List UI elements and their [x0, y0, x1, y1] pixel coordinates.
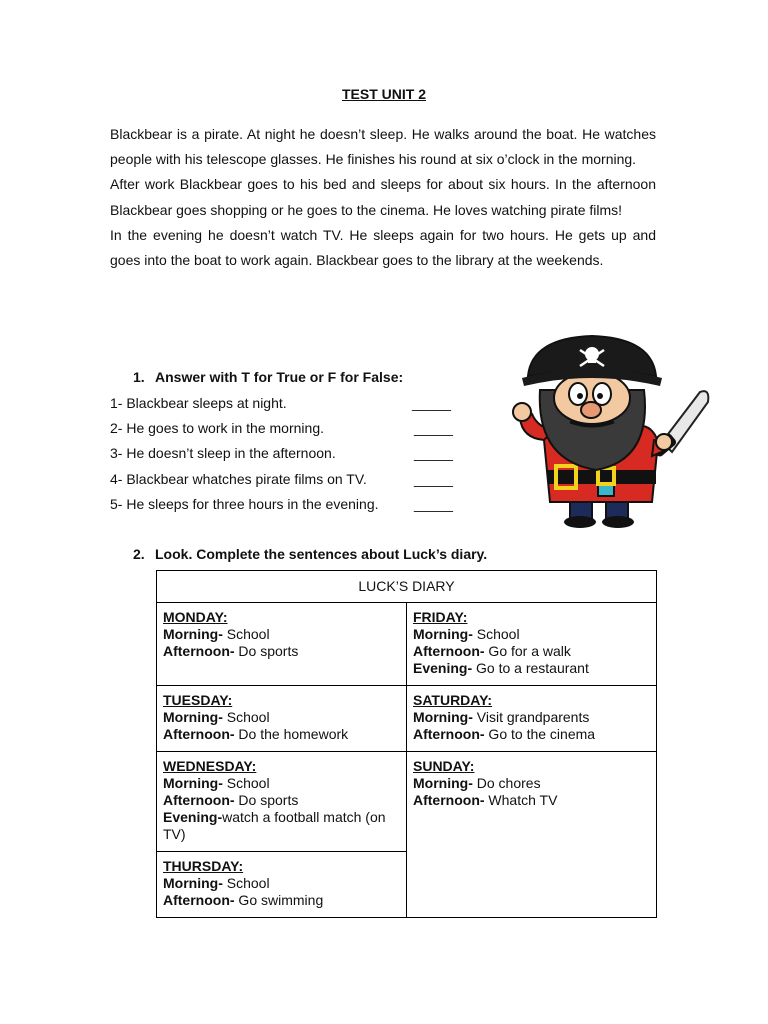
- diary-cell-tuesday: [157, 686, 407, 752]
- diary-cell-wednesday: [157, 752, 407, 852]
- list-item: [110, 416, 470, 441]
- evening-activity: watch a football match (on TV): [163, 809, 386, 842]
- morning-activity: School: [472, 626, 520, 642]
- morning-label: Morning-: [413, 775, 473, 791]
- afternoon-activity: Do sports: [234, 792, 299, 808]
- day-label: TUESDAY:: [163, 692, 233, 708]
- diary-cell-friday: [407, 603, 657, 686]
- day-label: SUNDAY:: [413, 758, 475, 774]
- answer-blank[interactable]: _____: [414, 420, 453, 437]
- diary-cell-sunday: [407, 752, 657, 918]
- question-2-text: Look. Complete the sentences about Luck’s diary.: [155, 546, 488, 562]
- afternoon-activity: Go to the cinema: [484, 726, 596, 742]
- morning-label: Morning-: [163, 709, 223, 725]
- morning-label: Morning-: [413, 626, 473, 642]
- diary-cell-monday: [157, 603, 407, 686]
- statement-text: 4- Blackbear whatches pirate films on TV.: [110, 470, 367, 487]
- question-1-text: Answer with T for True or F for False:: [155, 369, 404, 385]
- list-item: [110, 391, 470, 416]
- list-item: [110, 492, 470, 517]
- diary-table: [156, 570, 657, 918]
- story-paragraph-2: After work Blackbear goes to his bed and sleeps for about six hours. In the afternoon Blackbear goes shopping or he goes to the cinema. He loves watching pirate films!: [110, 176, 656, 218]
- page-title: TEST UNIT 2: [341, 86, 426, 102]
- diary-header: LUCK’S DIARY: [157, 571, 657, 603]
- statement-text: 2- He goes to work in the morning.: [110, 420, 324, 437]
- afternoon-label: Afternoon-: [413, 643, 485, 659]
- pirate-illustration-icon: [492, 330, 714, 530]
- morning-label: Morning-: [163, 626, 223, 642]
- answer-blank[interactable]: _____: [414, 495, 453, 512]
- question-1-number: 1.: [133, 369, 145, 385]
- morning-activity: Do chores: [472, 775, 541, 791]
- statement-text: 1- Blackbear sleeps at night.: [110, 395, 287, 411]
- morning-label: Morning-: [163, 775, 223, 791]
- question-2-number: 2.: [133, 546, 145, 562]
- afternoon-activity: Do sports: [234, 643, 299, 659]
- evening-label: Evening-: [413, 660, 473, 676]
- question-2-heading: [133, 546, 487, 562]
- evening-activity: Go to a restaurant: [472, 660, 589, 676]
- answer-blank[interactable]: _____: [414, 445, 453, 462]
- morning-label: Morning-: [163, 875, 223, 891]
- story-paragraph-3: In the evening he doesn’t watch TV. He sleeps again for two hours. He gets up and goes into the boat to work again. Blackbear goes to the library at the weekends.: [110, 226, 656, 269]
- morning-activity: School: [222, 626, 270, 642]
- list-item: [110, 441, 470, 466]
- morning-label: Morning-: [413, 709, 473, 725]
- afternoon-activity: Go for a walk: [484, 643, 571, 659]
- diary-cell-saturday: [407, 686, 657, 752]
- afternoon-activity: Do the homework: [234, 726, 349, 742]
- afternoon-label: Afternoon-: [163, 726, 235, 742]
- true-false-list: [110, 391, 470, 517]
- morning-activity: Visit grandparents: [472, 709, 590, 725]
- statement-text: 5- He sleeps for three hours in the evening.: [110, 495, 379, 512]
- day-label: MONDAY:: [163, 609, 228, 625]
- answer-blank[interactable]: _____: [412, 395, 451, 411]
- afternoon-activity: Whatch TV: [484, 792, 558, 808]
- afternoon-label: Afternoon-: [413, 726, 485, 742]
- afternoon-activity: Go swimming: [234, 892, 324, 908]
- morning-activity: School: [222, 709, 270, 725]
- afternoon-label: Afternoon-: [413, 792, 485, 808]
- afternoon-label: Afternoon-: [163, 792, 235, 808]
- story-paragraph-1: Blackbear is a pirate. At night he doesn’t sleep. He walks around the boat. He watches people with his telescope glasses. He finishes his round at six o’clock in the morning.: [110, 126, 656, 168]
- answer-blank[interactable]: _____: [414, 470, 453, 487]
- question-1-heading: [133, 369, 403, 385]
- afternoon-label: Afternoon-: [163, 643, 235, 659]
- story-text: [110, 122, 656, 273]
- day-label: FRIDAY:: [413, 609, 468, 625]
- day-label: THURSDAY:: [163, 858, 244, 874]
- evening-label: Evening-: [163, 809, 223, 825]
- morning-activity: School: [222, 775, 270, 791]
- day-label: WEDNESDAY:: [163, 758, 257, 774]
- statement-text: 3- He doesn’t sleep in the afternoon.: [110, 445, 336, 462]
- list-item: [110, 467, 470, 492]
- day-label: SATURDAY:: [413, 692, 493, 708]
- diary-cell-thursday: [157, 852, 407, 918]
- afternoon-label: Afternoon-: [163, 892, 235, 908]
- morning-activity: School: [222, 875, 270, 891]
